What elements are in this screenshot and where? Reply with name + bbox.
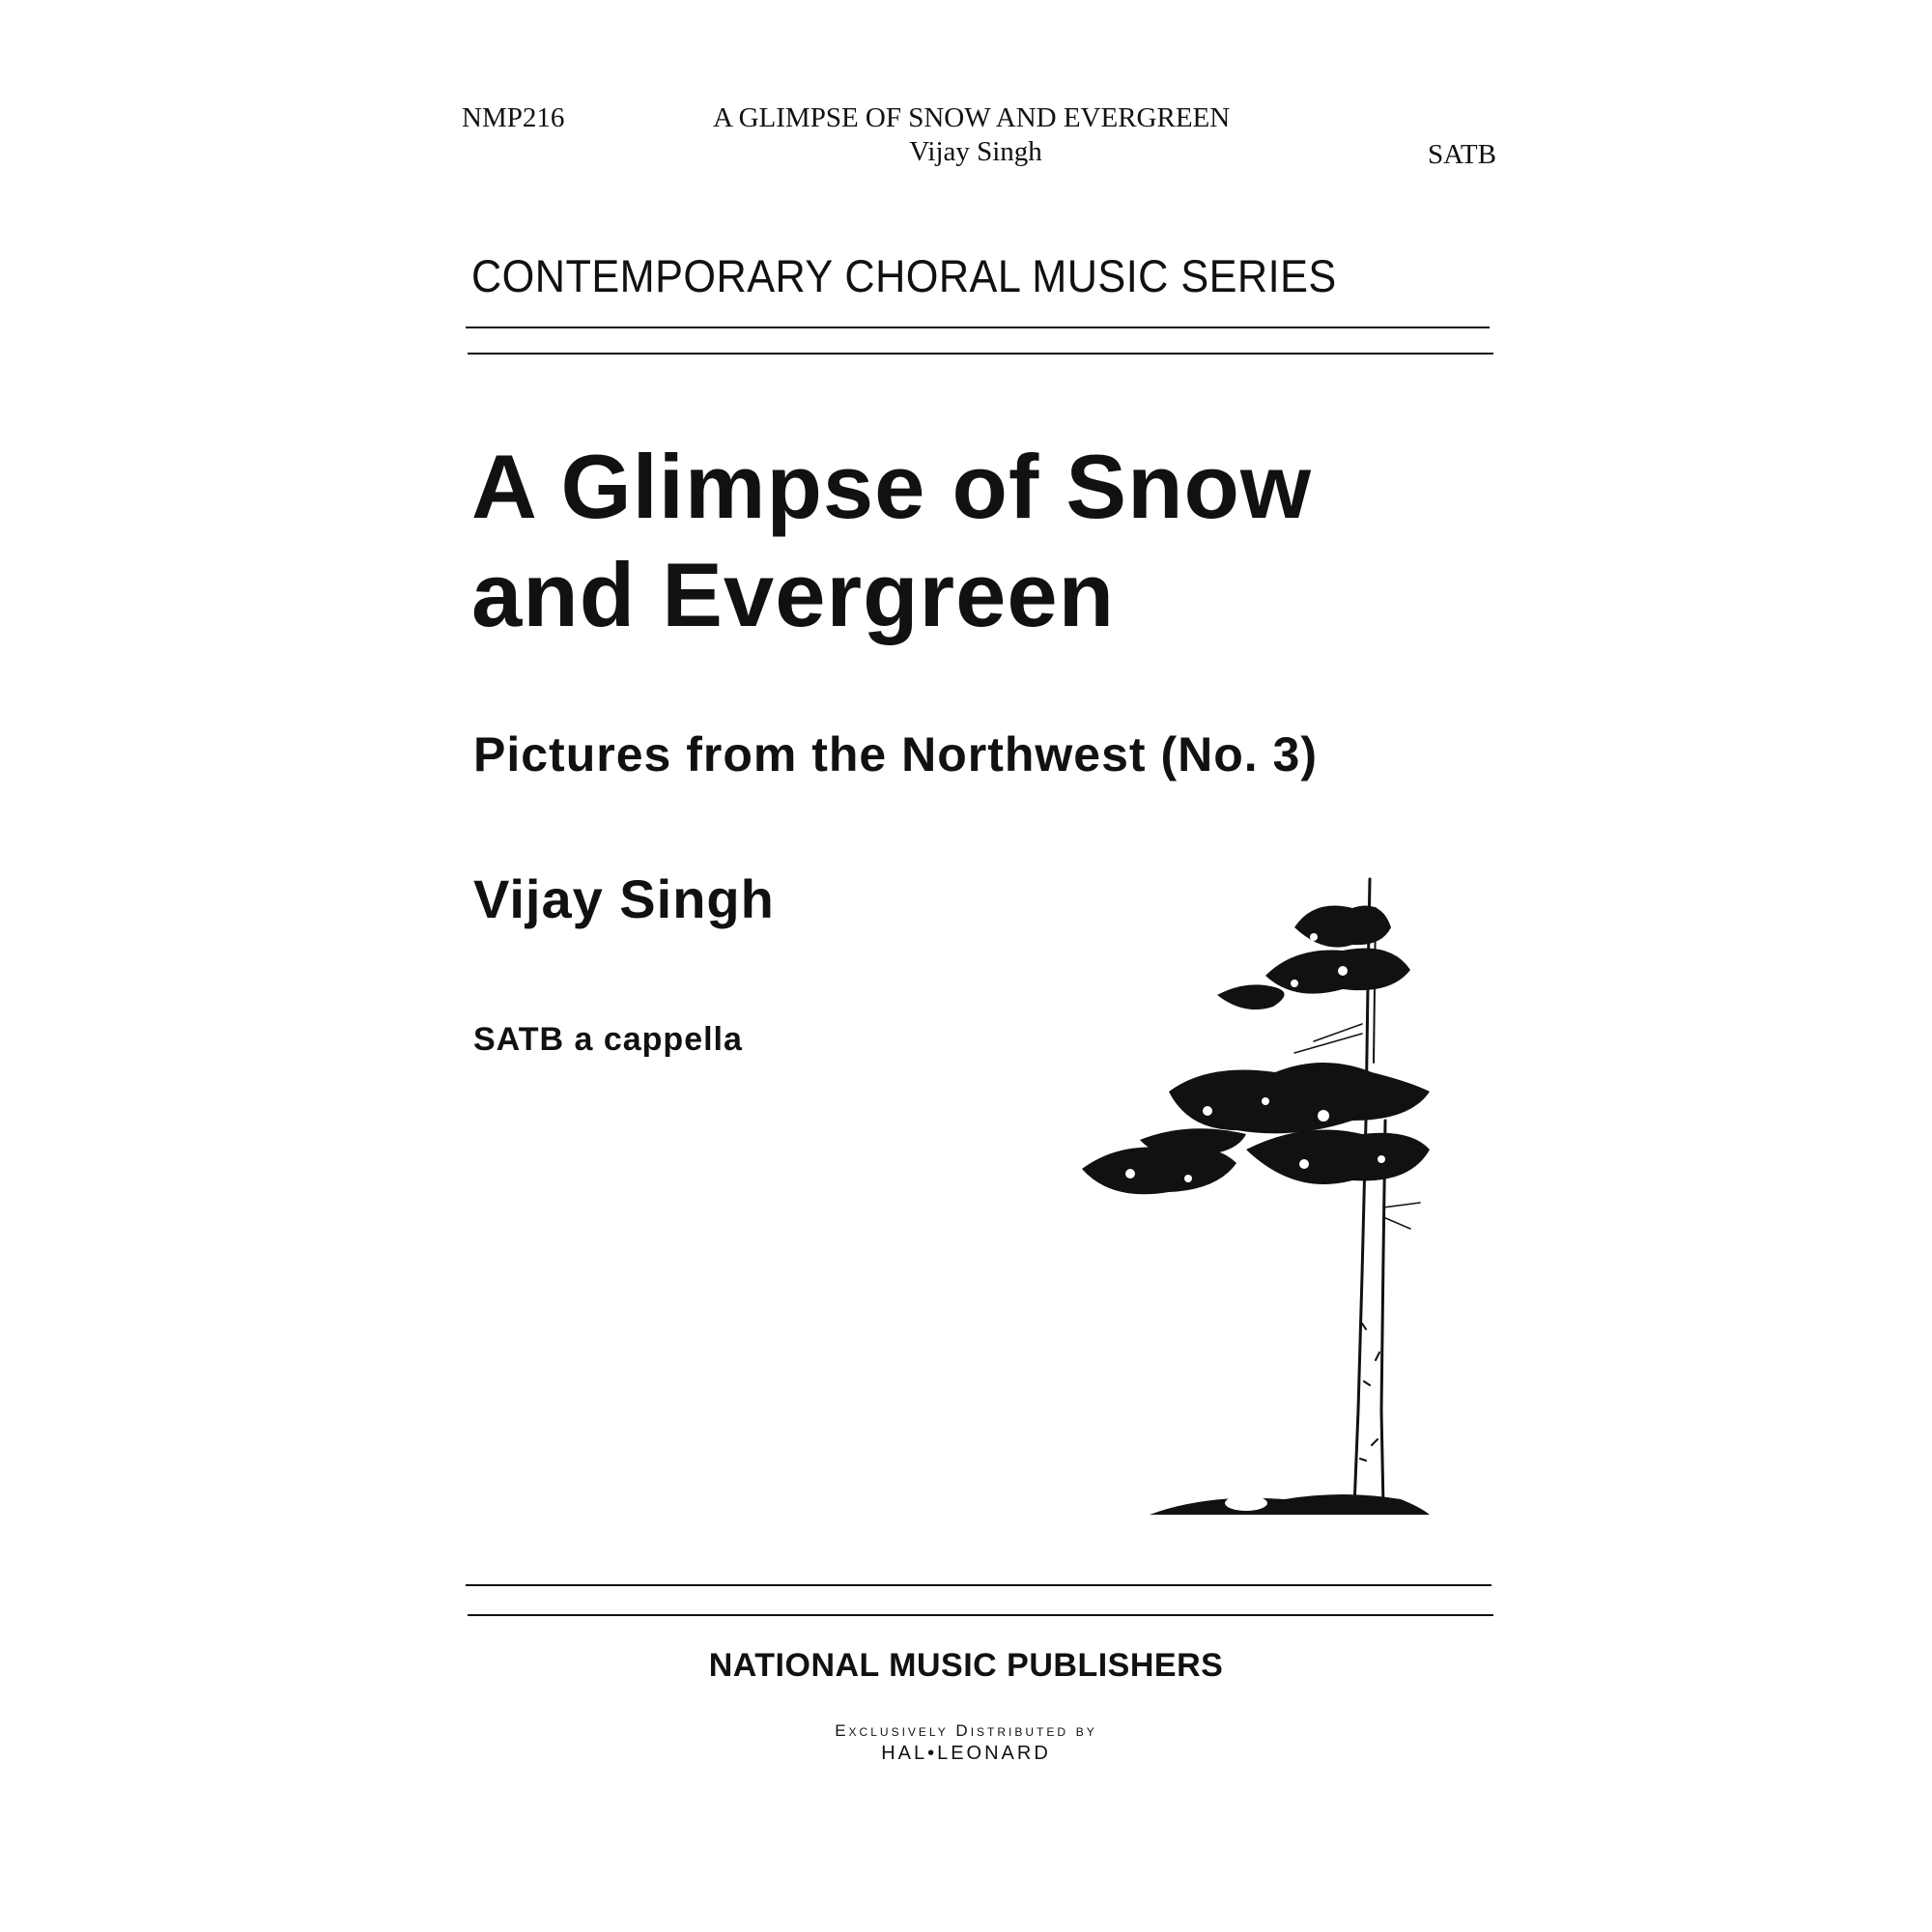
publisher-name: NATIONAL MUSIC PUBLISHERS bbox=[708, 1647, 1224, 1684]
distribution-note: Exclusively Distributed by bbox=[835, 1721, 1097, 1740]
main-title bbox=[471, 433, 1312, 649]
main-title-line1: A Glimpse of Snow bbox=[471, 436, 1313, 537]
distributor-logo-text: HAL•LEONARD bbox=[881, 1743, 1051, 1764]
main-title-line2: and Evergreen bbox=[471, 544, 1116, 645]
subtitle: Pictures from the Northwest (No. 3) bbox=[473, 727, 1318, 781]
bottom-rule-2 bbox=[468, 1614, 1493, 1616]
header-title: A GLIMPSE OF SNOW AND EVERGREEN bbox=[713, 102, 1231, 133]
series-name: CONTEMPORARY CHORAL MUSIC SERIES bbox=[471, 250, 1337, 301]
header-voicing: SATB bbox=[1428, 139, 1496, 170]
header-composer: Vijay Singh bbox=[909, 136, 1042, 167]
top-rule-2 bbox=[468, 353, 1493, 355]
top-rule-1 bbox=[466, 327, 1490, 328]
composer-name: Vijay Singh bbox=[473, 868, 775, 929]
bottom-rule-1 bbox=[466, 1584, 1492, 1586]
catalog-number: NMP216 bbox=[462, 102, 565, 133]
voicing-label: SATB a cappella bbox=[473, 1021, 743, 1058]
evergreen-tree-illustration bbox=[1072, 869, 1439, 1526]
